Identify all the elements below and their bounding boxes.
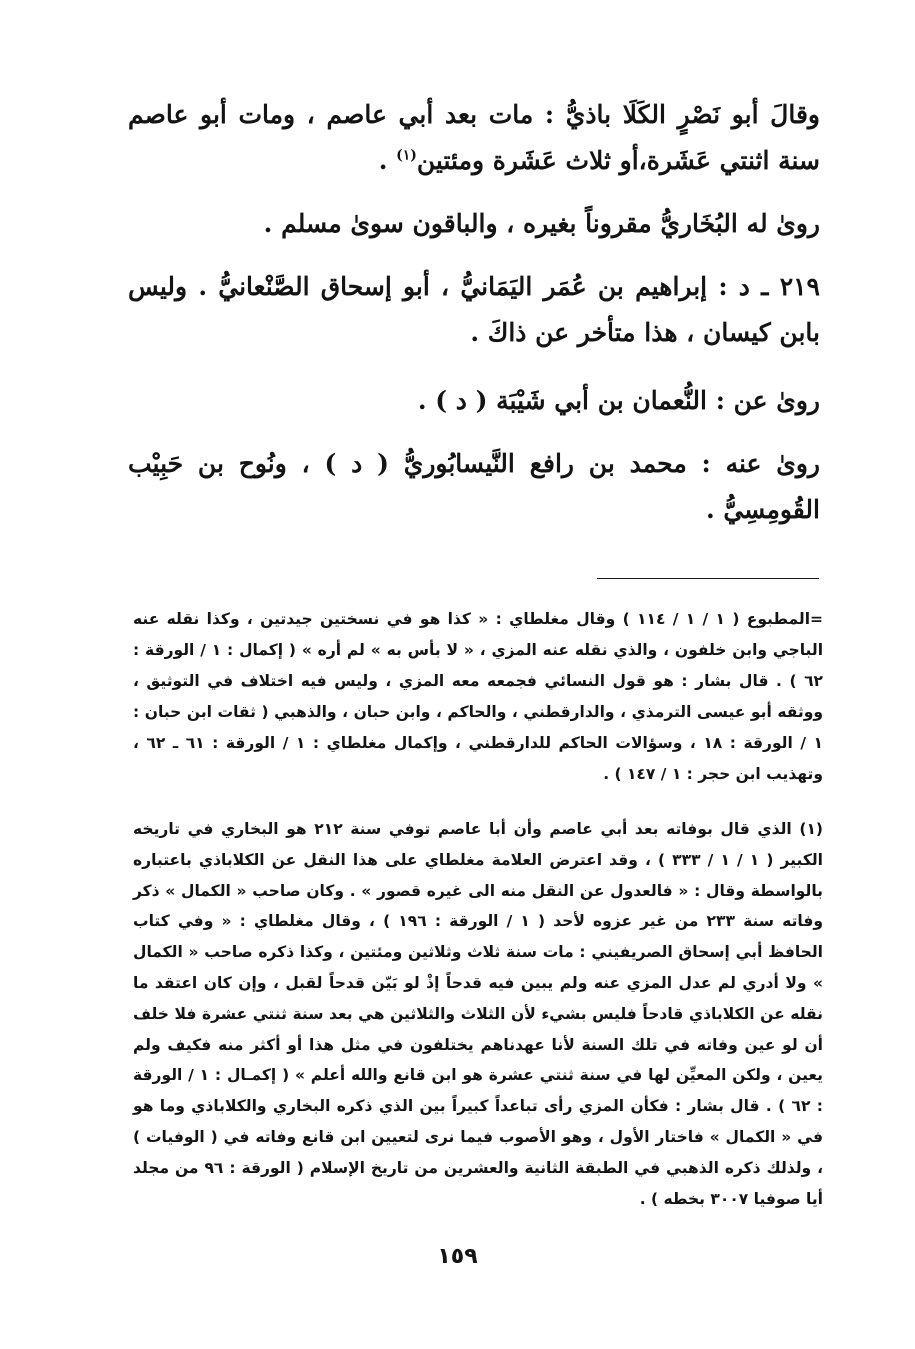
paragraph-text: وقالَ أبو نَصْرٍ الكَلَا باذيُّ : مات بعد أبي عاصم ، ومات أبو عاصم سنة اثنتي عَشَرة،أو ثلاث عَشَرة ومئتين	[128, 100, 820, 175]
paragraph-narrated-by: روىٰ عنه : محمد بن رافع النَّيسابُوريُّ ( د ) ، ونُوح بن حَبِيْب القُومِسِيُّ .	[128, 449, 820, 524]
page-number: ١٥٩	[437, 1244, 478, 1269]
footnote-separator	[597, 578, 819, 579]
main-text	[128, 92, 820, 533]
footnote-1	[133, 814, 823, 1214]
paragraph-narrators: روىٰ له البُخَاريُّ مقروناً بغيره ، والباقون سوىٰ مسلم .	[263, 209, 820, 238]
footnote-marker: (١)	[396, 147, 417, 164]
entry-219-heading: ٢١٩ ـ د : إبراهيم بن عُمَر اليَمَانيُّ ، أبو إسحاق الصَّنْعانيُّ . وليس بابن كيسان ، هذا متأخر عن ذاكَ .	[128, 272, 820, 347]
footnote-text: (١) الذي قال بوفاته بعد أبي عاصم وأن أبا عاصم توفي سنة ٢١٢ هو البخاري في تاريخه الكبير ( ١ / ١ / ٣٣٣ ) ، وقد اعترض العلامة مغلطاي على هذا النقل عن الكلاباذي باعتباره بالواسطة وقال : « فالعدول عن النقل منه الى غيره قصور » . وكان صاحب « الكمال » ذكر وفاته سنة ٢٣٣ من غير عزوه لأحد ( ١ / الورقة : ١٩٦ ) ، وقال مغلطاي : « وفي كتاب الحافظ أبي إسحاق الصريفيني : مات سنة ثلاث وثلاثين ومئتين ، وكذا ذكره صاحب « الكمال » ولا أدري لم عدل المزي عنه ولم يبين فيه قدحاً إذْ لو بَيّن قدحاً لقبل ، وإن كان اعتقد ما نقله عن الكلاباذي قادحاً فليس بشيء لأن الثلاث والثلاثين هي بعد سنة ثنتي عشرة فلا خلف أن لو عين وفاته في تلك السنة لأنا عهدناهم يختلفون في مثل هذا أو أكثر منه فكيف ولم يعين ، ولكن المعيِّن لها في سنة ثنتي عشرة هو ابن قانع والله أعلم » ( إكمـال : ١ / الورقة : ٦٢ ) . قال بشار : فكأن المزي رأى تباعداً كبيراً بين الذي ذكره البخاري والكلاباذي وما هو في « الكمال » فاختار الأول ، وهو الأصوب فيما نرى لتعيين ابن قانع وفاته في ( الوفيات ) ، ولذلك ذكره الذهبي في الطبقة الثانية والعشرين من تاريخ الإسلام ( الورقة : ٩٦ من مجلد أيا صوفيا ٣٠٠٧ بخطه ) .	[133, 820, 823, 1208]
paragraph-death-note	[128, 92, 820, 184]
paragraph-narrated-from: روىٰ عن : النُّعمان بن أبي شَيْبَة ( د ) .	[417, 386, 820, 415]
footnote-text: =المطبوع ( ١ / ١ / ١١٤ ) وقال مغلطاي : « كذا هو في نسختين جيدتين ، وكذا نقله عنه الباجي وابن خلفون ، والذي نقله عنه المزي ، « لا بأس به » لم أره » ( إكمال : ١ / الورقة : ٦٢ ) . قال بشار : هو قول النسائي فجمعه معه المزي ، وليس فيه اختلاف في التوثيق ، ووثقه أبو عيسى الترمذي ، والدارقطني ، والحاكم ، وابن حبان ، والذهبي ( ثقات ابن حبان : ١ / الورقة : ١٨ ، وسؤالات الحاكم للدارقطني ، وإكمال مغلطاي : ١ / الورقة : ٦١ ـ ٦٢ ، وتهذيب ابن حجر : ١ / ١٤٧ ) .	[133, 610, 824, 783]
footnote-continued	[133, 604, 823, 790]
paragraph-end: .	[378, 146, 397, 175]
